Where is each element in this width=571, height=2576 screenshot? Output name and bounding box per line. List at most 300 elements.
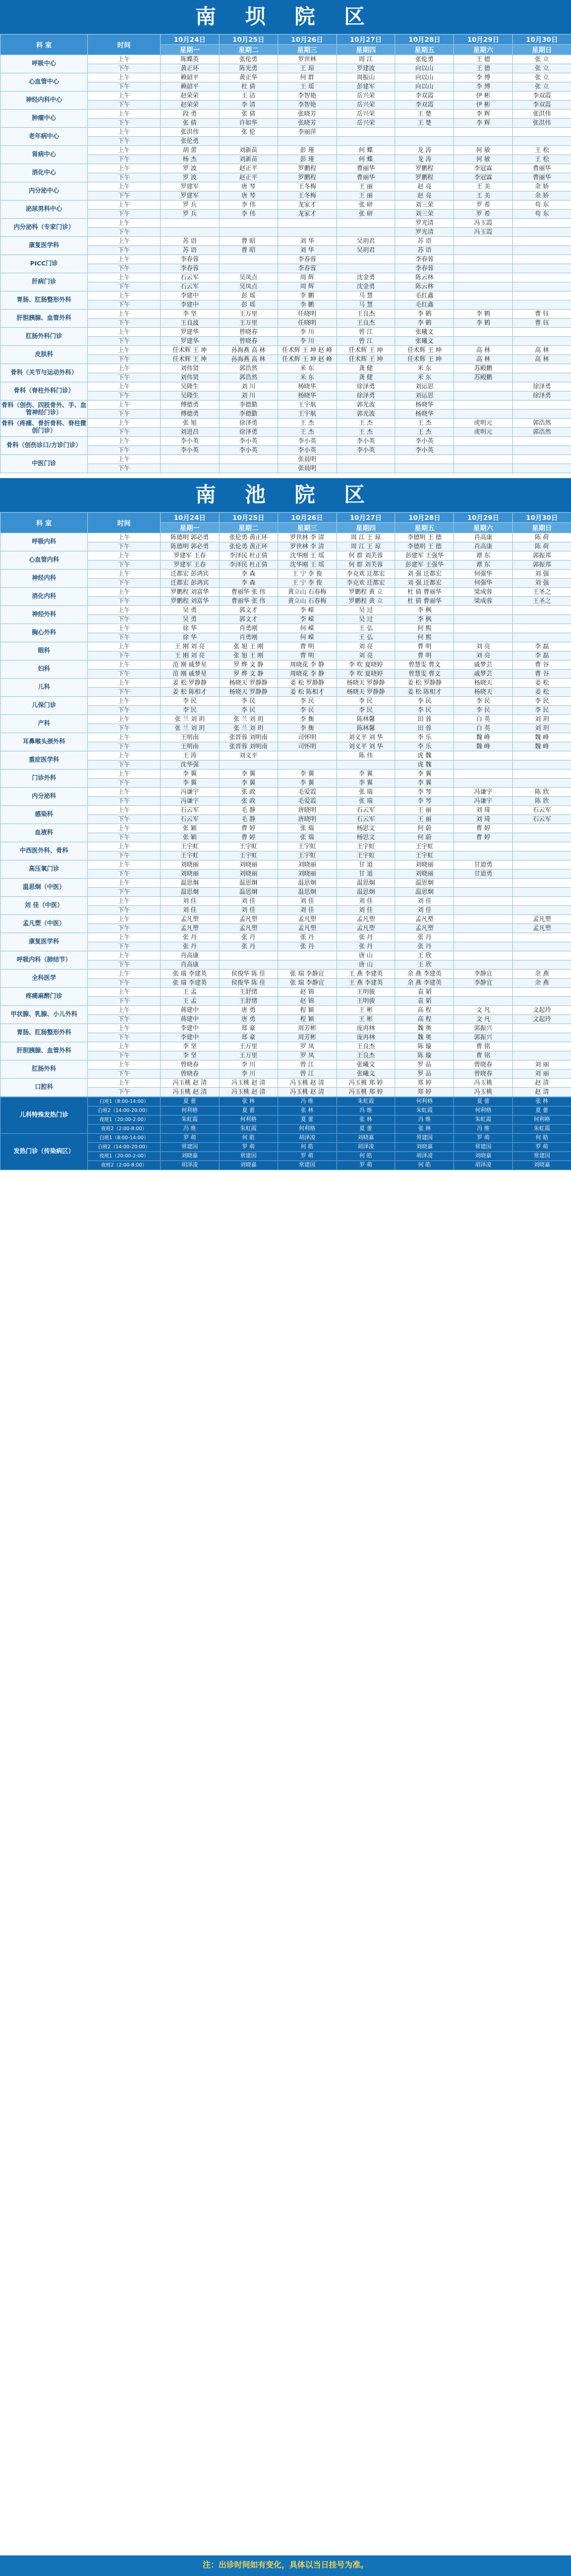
doctor-cell (513, 228, 571, 237)
table-row (1, 679, 571, 688)
doctor-cell: 罗建华 (161, 337, 219, 346)
doctor-cell: 王明骏 (336, 997, 395, 1006)
doctor-cell (454, 410, 513, 419)
doctor-cell: 王 洁 (219, 92, 278, 101)
doctor-cell: 刘运思 (395, 391, 454, 401)
doctor-cell: 曹丽华 (513, 164, 571, 173)
header-weekday: 星期五 (395, 523, 454, 533)
doctor-cell: 岳兴荣 (336, 92, 395, 101)
dept-name: 心血管中心 (1, 73, 88, 92)
doctor-cell: 温思炯 (395, 879, 454, 888)
doctor-cell: 李春蓉 (161, 264, 219, 273)
doctor-cell: 王宇虹 (336, 842, 395, 851)
doctor-cell: 沈金勇 (336, 273, 395, 282)
doctor-cell: 夏 蕾 (278, 1116, 336, 1125)
doctor-cell: 李小英 (278, 446, 336, 455)
doctor-cell: 虎 魏 (395, 751, 454, 760)
doctor-cell: 苏 语 (395, 237, 454, 246)
doctor-cell: 刘 亮 (454, 651, 513, 661)
doctor-cell: 刘 川 (219, 382, 278, 391)
dept-name: 呼吸内科 (1, 533, 88, 551)
doctor-cell: 魏 峰 (454, 733, 513, 742)
doctor-cell: 冯 维 (395, 1116, 454, 1125)
dept-name: 肝胆胰腺、血管外科 (1, 1042, 88, 1060)
header-weekday: 星期日 (513, 523, 571, 533)
doctor-cell: 徐泽勇 (336, 391, 395, 401)
doctor-cell (278, 760, 336, 770)
doctor-cell: 赵荣荣 (161, 92, 219, 101)
doctor-cell (219, 228, 278, 237)
doctor-cell: 郭振邦 (513, 561, 571, 570)
dept-name: 温思炯（中医） (1, 879, 88, 897)
table-row (1, 788, 571, 797)
doctor-cell (454, 291, 513, 301)
doctor-cell: 刘晓嘉 (395, 1143, 454, 1152)
doctor-cell: 刘晓丽 (278, 860, 336, 870)
doctor-cell: 毛红鑫 (395, 291, 454, 301)
doctor-cell: 常建国 (278, 1161, 336, 1170)
doctor-cell: 罗鹏程 黄 立 (336, 597, 395, 606)
doctor-cell (454, 842, 513, 851)
doctor-cell: 李 衡 (278, 715, 336, 724)
time-slot: 下午 (88, 301, 161, 310)
doctor-cell: 曹 明 (278, 642, 336, 651)
doctor-cell: 王万里 (219, 310, 278, 319)
doctor-cell: 罗 烨 文 静 (219, 661, 278, 670)
doctor-cell: 温思炯 (278, 888, 336, 897)
doctor-cell (454, 446, 513, 455)
doctor-cell: 孟凡塑 (161, 924, 219, 933)
table-row (1, 291, 571, 301)
doctor-cell: 文起玲 (513, 1006, 571, 1015)
doctor-cell: 孟凡塑 (513, 915, 571, 924)
time-slot: 下午 (88, 319, 161, 328)
time-slot: 上午 (88, 237, 161, 246)
doctor-cell: 肖高康 (161, 951, 219, 960)
doctor-cell: 杜 倩 曹丽华 (395, 588, 454, 597)
doctor-cell: 王 涛 (161, 751, 219, 760)
dept-name: 血液科 (1, 824, 88, 842)
header-date: 10月27日 (336, 513, 395, 523)
doctor-cell (513, 1024, 571, 1033)
doctor-cell: 王宇航 (278, 410, 336, 419)
doctor-cell (336, 255, 395, 264)
dept-name: 中西医外科、骨科 (1, 842, 88, 860)
doctor-cell: 夏 蕾 (219, 1107, 278, 1116)
doctor-cell: 罗 波 (161, 173, 219, 182)
doctor-cell: 王 琼 (278, 64, 336, 73)
time-slot: 下午 (88, 779, 161, 788)
time-slot: 上午 (88, 788, 161, 797)
doctor-cell: 李 鹤 (395, 310, 454, 319)
doctor-cell (454, 751, 513, 760)
doctor-cell: 孙海燕 高 林 (219, 346, 278, 355)
doctor-cell: 彭建军 王强华 (395, 551, 454, 561)
doctor-cell: 罗 萌 (336, 1161, 395, 1170)
doctor-cell: 李春蓉 (161, 255, 219, 264)
doctor-cell (161, 228, 219, 237)
doctor-cell: 李小英 (395, 437, 454, 446)
doctor-cell: 王冬梅 (278, 191, 336, 201)
header-weekday: 星期三 (278, 523, 336, 533)
header-weekday: 星期一 (161, 523, 219, 533)
doctor-cell: 罗 兵 (161, 201, 219, 210)
time-slot: 上午 (88, 733, 161, 742)
time-slot: 上午 (88, 382, 161, 391)
doctor-cell: 高 程 (395, 1006, 454, 1015)
dept-name: 发热门诊（传染病区） (1, 1134, 88, 1170)
doctor-cell: 姜 松 陈相才 (395, 688, 454, 697)
doctor-cell (454, 382, 513, 391)
doctor-cell: 赵正平 (219, 173, 278, 182)
doctor-cell: 胡 蕾 (161, 146, 219, 155)
time-slot: 上午 (88, 328, 161, 337)
doctor-cell: 陈林馨 (336, 724, 395, 733)
doctor-cell: 曹 明 (278, 651, 336, 661)
doctor-cell: 冯玉桃 赵 清 (278, 1079, 336, 1088)
doctor-cell: 唐晓明 (278, 806, 336, 815)
doctor-cell: 余 燕 (513, 970, 571, 979)
doctor-cell (513, 137, 571, 146)
doctor-cell: 张 立 (513, 55, 571, 64)
doctor-cell: 彭 瑶 (219, 301, 278, 310)
doctor-cell: 孟凡塑 (336, 915, 395, 924)
doctor-cell: 夏 蕾 (454, 1097, 513, 1107)
doctor-cell: 王宇虹 (278, 842, 336, 851)
time-slot: 上午 (88, 401, 161, 410)
doctor-cell: 何 敏 (454, 155, 513, 164)
doctor-cell: 何 皓 (513, 1134, 571, 1143)
doctor-cell: 李 民 (161, 706, 219, 715)
doctor-cell: 常建国 (161, 1143, 219, 1152)
doctor-cell: 余 燕 (513, 979, 571, 988)
doctor-cell: 李春蓉 (395, 264, 454, 273)
doctor-cell (278, 951, 336, 960)
header-time: 时间 (88, 513, 161, 533)
doctor-cell (513, 128, 571, 137)
doctor-cell: 魏 奥 (395, 1033, 454, 1042)
time-slot: 上午 (88, 73, 161, 82)
doctor-cell: 周 辉 (278, 273, 336, 282)
doctor-cell: 冯玉桃 赵 清 (161, 1088, 219, 1097)
doctor-cell: 李 翼 (219, 779, 278, 788)
doctor-cell: 何 皓 (395, 1161, 454, 1170)
doctor-cell (336, 455, 395, 464)
time-slot: 下午 (88, 760, 161, 770)
doctor-cell: 李 博 (454, 82, 513, 92)
header-date: 10月26日 (278, 513, 336, 523)
doctor-cell (454, 401, 513, 410)
doctor-cell: 温思炯 (161, 879, 219, 888)
doctor-cell: 岳兴荣 (336, 101, 395, 110)
doctor-cell: 王 松 (513, 146, 571, 155)
doctor-cell: 梁成蓉 (454, 588, 513, 597)
doctor-cell: 刘 华 (278, 237, 336, 246)
doctor-cell: 罗建军 王春 (161, 551, 219, 561)
time-slot: 上午 (88, 219, 161, 228)
doctor-cell: 罗 萌 (161, 1134, 219, 1143)
doctor-cell: 王宇虹 (395, 842, 454, 851)
doctor-cell: 杨晓天 罗静静 (336, 688, 395, 697)
doctor-cell: 吴 过 (336, 615, 395, 624)
time-slot: 上午 (88, 1024, 161, 1033)
doctor-cell: 夏 蕾 (161, 1097, 219, 1107)
doctor-cell: 曾 江 (278, 1060, 336, 1070)
doctor-cell: 朱虹霞 (336, 1097, 395, 1107)
doctor-cell: 余 燕 李建英 (395, 979, 454, 988)
dept-name: 心血管内科 (1, 551, 88, 570)
doctor-cell: 罗世林 李 清 (278, 533, 336, 542)
doctor-cell: 张伦勇 (395, 55, 454, 64)
doctor-cell: 何 蝶 (336, 155, 395, 164)
doctor-cell (219, 760, 278, 770)
doctor-cell: 姜 松 罗静静 (161, 679, 219, 688)
time-slot: 下午 (88, 82, 161, 92)
doctor-cell (219, 137, 278, 146)
time-slot: 下午 (88, 64, 161, 73)
dept-name: 泌尿男科中心 (1, 201, 88, 219)
table-row (1, 382, 571, 391)
doctor-cell: 罗 凤 (278, 1042, 336, 1051)
doctor-cell: 温思炯 (219, 888, 278, 897)
table-row (1, 915, 571, 924)
doctor-cell: 冯玉桃 赵 清 (219, 1079, 278, 1088)
doctor-cell (454, 915, 513, 924)
doctor-cell: 冯玉桃 (454, 1079, 513, 1088)
doctor-cell: 刘伟贤 (161, 364, 219, 373)
table-row (1, 182, 571, 191)
doctor-cell: 李 翼 (219, 770, 278, 779)
doctor-cell: 白 英 (454, 715, 513, 724)
doctor-cell: 温思炯 (336, 888, 395, 897)
doctor-cell: 曾 江 (278, 1070, 336, 1079)
doctor-cell: 李德明 王 德 (395, 542, 454, 551)
doctor-cell: 刘 川 (219, 391, 278, 401)
doctor-cell: 迁都宏 彭鸿宾 (161, 579, 219, 588)
doctor-cell: 李双霞 (513, 101, 571, 110)
doctor-cell: 毛红鑫 (395, 301, 454, 310)
time-slot: 下午 (88, 815, 161, 824)
doctor-cell: 王宇虹 (395, 851, 454, 860)
time-slot: 下午 (88, 979, 161, 988)
doctor-cell: 文 凡 (454, 1006, 513, 1015)
doctor-cell: 任术辉 王 坤 赵 峰 (278, 346, 336, 355)
doctor-cell (454, 464, 513, 473)
doctor-cell: 李德勤 (219, 410, 278, 419)
doctor-cell (513, 437, 571, 446)
doctor-cell: 李春蓉 (278, 255, 336, 264)
doctor-cell: 王宇虹 (219, 842, 278, 851)
doctor-cell: 郑 豪 (219, 1024, 278, 1033)
table-row (1, 951, 571, 960)
doctor-cell: 张晋蓉 刘明南 (219, 733, 278, 742)
doctor-cell: 李 坚 (161, 1051, 219, 1060)
doctor-cell (513, 833, 571, 842)
doctor-cell: 李双霞 (395, 92, 454, 101)
time-slot: 下午 (88, 155, 161, 164)
dept-name: 胃肠、肛肠整形外科 (1, 291, 88, 310)
doctor-cell: 李 民 (278, 706, 336, 715)
doctor-cell: 张洪伟 (513, 119, 571, 128)
header-date: 10月27日 (336, 35, 395, 45)
doctor-cell: 张 林 (278, 1107, 336, 1116)
header-weekday: 星期六 (454, 45, 513, 55)
doctor-cell: 李克欢 迁都宏 (336, 570, 395, 579)
doctor-cell: 王 德 (454, 55, 513, 64)
doctor-cell: 郭文才 (219, 606, 278, 615)
doctor-cell: 吴凤点 (219, 273, 278, 282)
table-row (1, 364, 571, 373)
doctor-cell: 王 孟 (161, 997, 219, 1006)
doctor-cell: 苟 东 (513, 210, 571, 219)
doctor-cell (454, 897, 513, 906)
table-row (1, 273, 571, 282)
doctor-cell: 吴 过 (336, 606, 395, 615)
header-date: 10月26日 (278, 35, 336, 45)
doctor-cell: 张伦勇 (219, 55, 278, 64)
doctor-cell: 曹丽华 (336, 173, 395, 182)
doctor-cell: 李 鹏 (278, 291, 336, 301)
doctor-cell: 李 翼 (336, 770, 395, 779)
doctor-cell: 孟凡塑 (161, 915, 219, 924)
doctor-cell: 曹 昭 (219, 237, 278, 246)
doctor-cell: 赖韶平 (161, 82, 219, 92)
doctor-cell: 孟凡塑 (278, 924, 336, 933)
doctor-cell: 张 瑞 李静宜 (278, 979, 336, 988)
doctor-cell (454, 888, 513, 897)
doctor-cell: 曹 铭 (454, 1051, 513, 1060)
time-slot: 下午 (88, 391, 161, 401)
time-slot: 上午 (88, 551, 161, 561)
time-slot: 夜班2（2:00-8:00） (88, 1125, 161, 1134)
doctor-cell: 杨思文 (336, 824, 395, 833)
doctor-cell: 郭振邦 (513, 551, 571, 561)
doctor-cell: 刘晓丽 (161, 870, 219, 879)
table-row (1, 1042, 571, 1051)
doctor-cell: 张 研 (336, 210, 395, 219)
doctor-cell: 张晋蓉 刘明南 (219, 742, 278, 751)
table-row (1, 401, 571, 410)
time-slot: 上午 (88, 951, 161, 960)
doctor-cell: 刘 佳 (278, 906, 336, 915)
doctor-cell: 徐 华 (161, 624, 219, 633)
doctor-cell: 张伦勇 (161, 137, 219, 146)
doctor-cell (454, 879, 513, 888)
doctor-cell: 杨晓天 罗静静 (219, 688, 278, 697)
doctor-cell: 何 群 刘芙蓉 (336, 561, 395, 570)
doctor-cell (454, 624, 513, 633)
doctor-cell: 赖韶平 (161, 73, 219, 82)
doctor-cell (219, 464, 278, 473)
doctor-cell: 李 民 (454, 697, 513, 706)
doctor-cell: 曾慧雯 曹文 (395, 670, 454, 679)
doctor-cell (454, 933, 513, 942)
doctor-cell: 罗 品 (395, 1060, 454, 1070)
doctor-cell (513, 779, 571, 788)
doctor-cell: 常建国 (219, 1152, 278, 1161)
header-date: 10月25日 (219, 35, 278, 45)
dept-name: 神经内科 (1, 570, 88, 588)
doctor-cell: 赵正平 (219, 164, 278, 173)
doctor-cell: 罗光清 (395, 219, 454, 228)
doctor-cell: 刘新苗 (219, 146, 278, 155)
doctor-cell: 李 民 (219, 706, 278, 715)
doctor-cell: 常建国 (513, 1152, 571, 1161)
doctor-cell: 余 燕 李建英 (395, 970, 454, 979)
doctor-cell: 曹丽华 (513, 173, 571, 182)
dept-name: 重症医学科 (1, 751, 88, 770)
doctor-cell: 苏殿鹏 (454, 373, 513, 382)
header-weekday: 星期四 (336, 523, 395, 533)
doctor-cell: 罗 波 (161, 164, 219, 173)
doctor-cell: 罗世林 李 清 (278, 542, 336, 551)
doctor-cell: 常建国 (454, 1143, 513, 1152)
doctor-cell (513, 446, 571, 455)
doctor-cell: 张 兰 刘 玥 (161, 715, 219, 724)
doctor-cell: 甘 道 (336, 860, 395, 870)
doctor-cell: 程 颖 (278, 1006, 336, 1015)
doctor-cell: 王万里 (219, 319, 278, 328)
doctor-cell: 何利格 (219, 1116, 278, 1125)
doctor-cell: 李 坚 (161, 1042, 219, 1051)
doctor-cell (513, 933, 571, 942)
doctor-cell: 姜 松 (513, 679, 571, 688)
doctor-cell: 吴玥君 (336, 237, 395, 246)
doctor-cell: 苏 语 (161, 237, 219, 246)
doctor-cell: 王宇虹 (336, 851, 395, 860)
doctor-cell: 李 磊 (513, 651, 571, 661)
doctor-cell: 陈 荷 (513, 542, 571, 551)
doctor-cell: 曾晓春 (219, 337, 278, 346)
time-slot: 下午 (88, 246, 161, 255)
doctor-cell: 吴隆生 (161, 382, 219, 391)
dept-name: 口腔科 (1, 1079, 88, 1097)
doctor-cell: 陈蝶英 (161, 55, 219, 64)
table-row (1, 73, 571, 82)
doctor-cell (219, 219, 278, 228)
doctor-cell: 徐泽勇 (219, 419, 278, 428)
doctor-cell (278, 228, 336, 237)
time-slot: 上午 (88, 697, 161, 706)
doctor-cell: 姜 松 罗静静 (395, 679, 454, 688)
time-slot: 上午 (88, 897, 161, 906)
doctor-cell (513, 879, 571, 888)
time-slot: 上午 (88, 588, 161, 597)
doctor-cell: 张 林 (336, 1116, 395, 1125)
doctor-cell: 司怀明 (278, 742, 336, 751)
doctor-cell: 李 翼 (395, 779, 454, 788)
doctor-cell: 司怀明 (278, 733, 336, 742)
time-slot: 上午 (88, 842, 161, 851)
doctor-cell: 毛 静 (219, 806, 278, 815)
doctor-cell (513, 860, 571, 870)
table-row (1, 310, 571, 319)
doctor-cell: 沈华刚 王 瑶 (278, 551, 336, 561)
doctor-cell: 石云军 (161, 282, 219, 291)
doctor-cell: 张 政 (219, 788, 278, 797)
doctor-cell: 陈 璇 (395, 1051, 454, 1060)
doctor-cell: 王 瑶 (278, 82, 336, 92)
doctor-cell: 李智艳 (278, 92, 336, 101)
doctor-cell: 张 丹 (161, 933, 219, 942)
doctor-cell: 张 瑞 (336, 788, 395, 797)
doctor-cell: 李 川 (278, 337, 336, 346)
doctor-cell: 刘 佳 (395, 897, 454, 906)
time-slot: 上午 (88, 715, 161, 724)
doctor-cell: 张 瑞 李建英 (161, 979, 219, 988)
doctor-cell (454, 924, 513, 933)
doctor-cell: 郑 婷 (395, 1079, 454, 1088)
